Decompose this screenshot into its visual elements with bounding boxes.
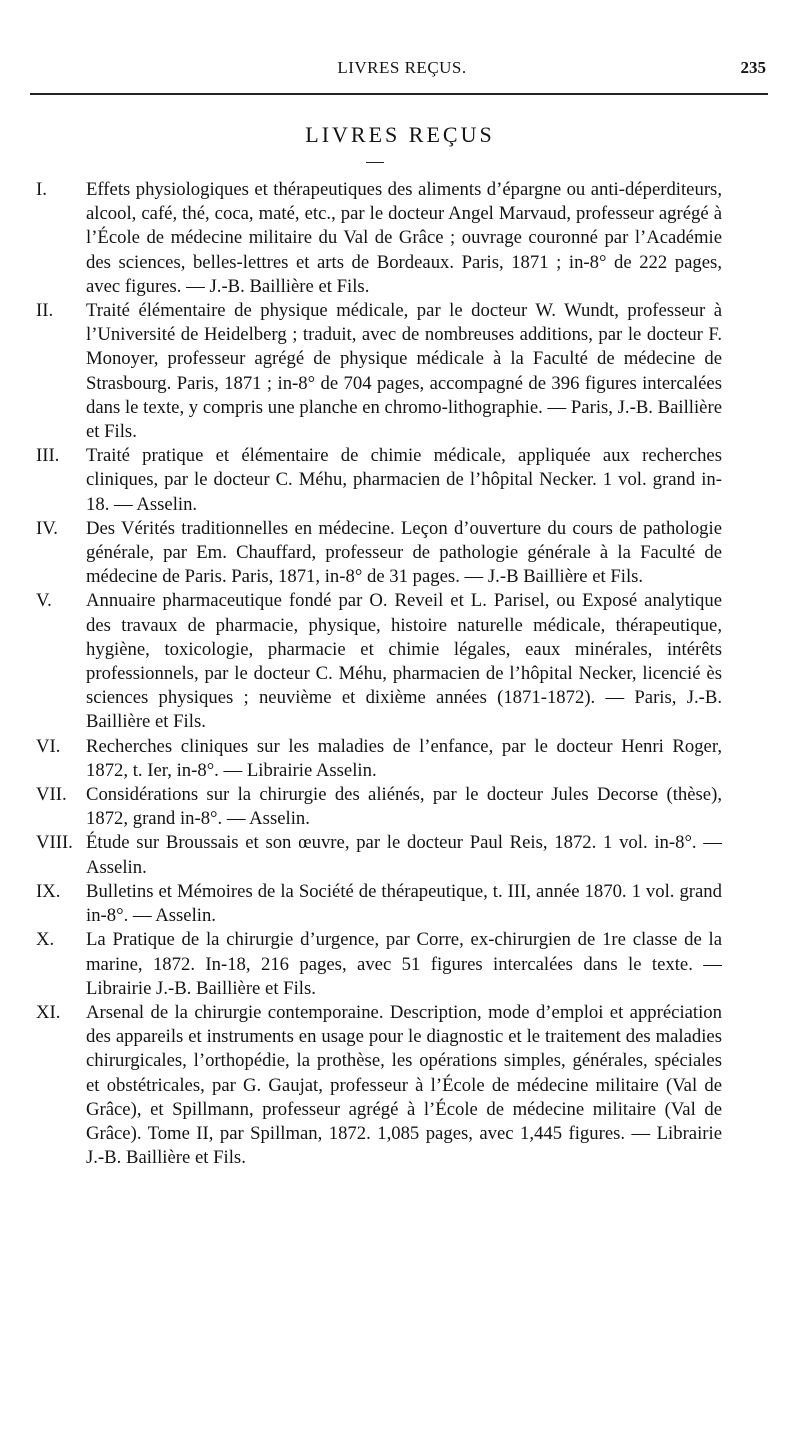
book-entry-9 xyxy=(36,880,722,928)
book-entry-1 xyxy=(36,178,722,299)
entry-number: IV. xyxy=(36,517,58,539)
entry-text: Effets physiologiques et thérapeutiques des aliments d’épargne ou anti-déperditeurs, alcool, café, thé, coca, maté, etc., par le docteur Angel Marvaud, professeur agrégé à l’École de médecine militaire du Val de Grâce ; ouvrage couronné par l’Académie des sciences, belles-lettres et arts de Bordeaux. Paris, 1871 ; in-8° de 222 pages, avec figures. — J.-B. Baillière et Fils. xyxy=(86,179,722,297)
entry-number: XI. xyxy=(36,1001,61,1023)
book-entry-11 xyxy=(36,1001,722,1170)
entry-number: IX. xyxy=(36,880,61,902)
book-entry-4 xyxy=(36,517,722,590)
book-entry-2 xyxy=(36,299,722,444)
entry-text: Arsenal de la chirurgie contemporaine. Description, mode d’emploi et appréciation des appareils et instruments en usage pour le diagnostic et le traitement des maladies chirurgicales, l’orthopédie, la prothèse, les opérations simples, générales, spéciales et obstétricales, par G. Gaujat, professeur à l’École de médecine militaire (Val de Grâce), et Spillmann, professeur agrégé à l’École de médecine militaire (Val de Grâce). Tome II, par Spillman, 1872. 1,085 pages, avec 1,445 figures. — Librairie J.-B. Baillière et Fils. xyxy=(86,1001,722,1169)
header-rule xyxy=(30,93,768,95)
entry-text: Recherches cliniques sur les maladies de l’enfance, par le docteur Henri Roger, 1872, t. Ier, in-8°. — Librairie Asselin. xyxy=(86,735,722,781)
book-entry-10 xyxy=(36,928,722,1001)
entry-number: III. xyxy=(36,445,60,467)
running-head xyxy=(38,58,766,82)
entry-text: Traité pratique et élémentaire de chimie médicale, appliquée aux recherches cliniques, par le docteur C. Méhu, pharmacien de l’hôpital Necker. 1 vol. grand in-18. — Asselin. xyxy=(86,445,722,515)
entry-text: Des Vérités traditionnelles en médecine. Leçon d’ouverture du cours de pathologie générale, par Em. Chauffard, professeur de pathologie générale à la Faculté de médecine de Paris. Paris, 1871, in-8° de 31 pages. — J.-B Baillière et Fils. xyxy=(86,517,722,588)
book-list xyxy=(36,178,722,1170)
entry-text: Étude sur Broussais et son œuvre, par le docteur Paul Reis, 1872. 1 vol. in-8°. — Asselin. xyxy=(86,832,722,878)
entry-text: Considérations sur la chirurgie des aliénés, par le docteur Jules Decorse (thèse), 1872, grand in-8°. — Asselin. xyxy=(86,784,722,830)
entry-number: VI. xyxy=(36,735,61,757)
entry-number: II. xyxy=(36,300,54,322)
entry-text: Annuaire pharmaceutique fondé par O. Reveil et L. Parisel, ou Exposé analytique des travaux de pharmacie, physique, histoire naturelle médicale, thérapeutique, hygiène, toxicologie, pharmacie et chimie légales, eaux minérales, intérêts professionnels, par le docteur C. Méhu, pharmacien de l’hôpital Necker, licencié ès sciences physiques ; neuvième et dixième années (1871-1872). — Paris, J.-B. Baillière et Fils. xyxy=(86,590,722,733)
running-title: LIVRES REÇUS. xyxy=(337,58,467,77)
book-entry-8 xyxy=(36,831,722,879)
entry-number: VIII. xyxy=(36,832,73,854)
entry-text: Traité élémentaire de physique médicale, par le docteur W. Wundt, professeur à l’Université de Heidelberg ; traduit, avec de nombreuses additions, par le docteur F. Monoyer, professeur agrégé de physique médicale à la Faculté de médecine de Strasbourg. Paris, 1871 ; in-8° de 704 pages, accompagné de 396 figures intercalées dans le texte, y compris une planche en chromo-lithographie. — Paris, J.-B. Baillière et Fils. xyxy=(86,300,722,443)
book-entry-6 xyxy=(36,735,722,783)
book-entry-5 xyxy=(36,589,722,734)
entry-text: La Pratique de la chirurgie d’urgence, par Corre, ex-chirurgien de 1re classe de la marine, 1872. In-18, 216 pages, avec 51 figures intercalées dans le texte. — Librairie J.-B. Baillière et Fils. xyxy=(86,929,722,999)
book-entry-3 xyxy=(36,444,722,517)
section-title: LIVRES REÇUS xyxy=(305,122,495,147)
entry-number: VII. xyxy=(36,784,67,806)
entry-number: I. xyxy=(36,179,47,200)
entry-text: Bulletins et Mémoires de la Société de thérapeutique, t. III, année 1870. 1 vol. grand in-8°. — Asselin. xyxy=(86,880,722,927)
book-entry-7 xyxy=(36,783,722,831)
entry-number: X. xyxy=(36,929,55,951)
page-number: 235 xyxy=(740,58,766,77)
title-dash xyxy=(366,162,384,163)
entry-number: V. xyxy=(36,590,52,612)
